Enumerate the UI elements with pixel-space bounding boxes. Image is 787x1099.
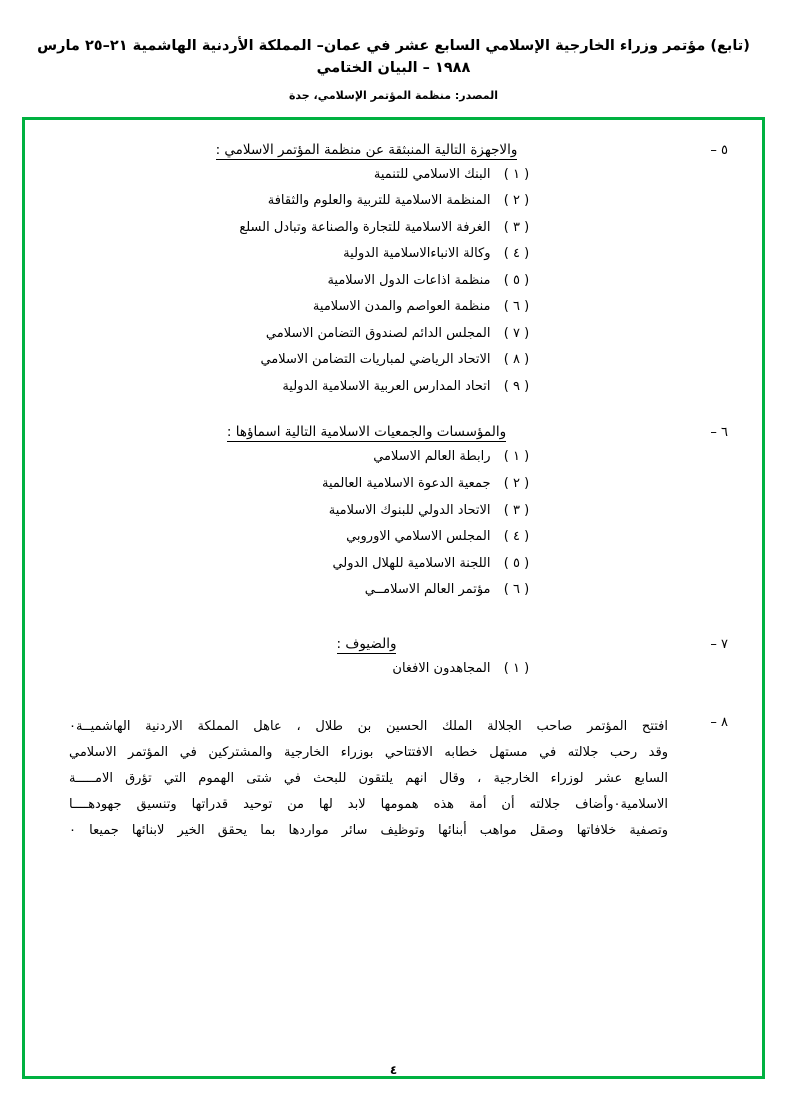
list-item-index: ( ٢ ) xyxy=(503,475,530,491)
list-item-label: رابطة العالم الاسلامي xyxy=(373,449,491,465)
list-item-label: الاتحاد الدولي للبنوك الاسلامية xyxy=(328,502,491,518)
paragraph-line: الاسلامية٠وأضاف جلالته أن أمة هذه همومها لابد لها من توحيد قدراتها وتنسيق جهودهــــا xyxy=(69,797,668,813)
section-6-list xyxy=(65,448,668,598)
closing-paragraph xyxy=(65,714,668,844)
list-item-index: ( ١ ) xyxy=(503,449,530,465)
section-spacer xyxy=(65,410,728,424)
section-5-number: ٥ – xyxy=(710,142,728,158)
list-item-label: منظمة اذاعات الدول الاسلامية xyxy=(327,272,491,288)
paragraph-line: افتتح المؤتمر صاحب الجلالة الملك الحسين بن طلال ، عاهل المملكة الاردنية الهاشميــة٠ xyxy=(69,719,668,735)
section-8-number: ٨ – xyxy=(710,715,728,731)
list-item xyxy=(65,502,668,520)
list-item xyxy=(65,192,668,210)
list-item-label: المجلس الاسلامي الاوروبي xyxy=(346,529,491,545)
list-item-index: ( ٣ ) xyxy=(503,502,530,518)
list-item xyxy=(65,272,668,290)
list-item-index: ( ٤ ) xyxy=(503,529,530,545)
paragraph-line: السابع عشر لوزراء الخارجية ، وقال انهم يلتقون للبحث في شتى الهموم التي تؤرق الامـــــة xyxy=(69,771,668,787)
list-item-index: ( ٦ ) xyxy=(503,299,530,315)
paragraph-line: وتصفية خلافاتها وصقل مواهب أبنائها وتوظيف سائر مواردها بما يحقق الخير لابنائها جميعا ٠ xyxy=(69,823,668,839)
list-item-label: مؤتمر العالم الاسلامــي xyxy=(364,582,491,598)
list-item-label: الاتحاد الرياضي لمباريات التضامن الاسلامي xyxy=(260,352,491,368)
page-number: ٤ xyxy=(389,1063,398,1077)
section-7 xyxy=(65,636,728,687)
list-item-index: ( ٤ ) xyxy=(503,246,530,262)
section-7-body xyxy=(65,636,668,687)
list-item xyxy=(65,448,668,466)
list-item xyxy=(65,555,668,573)
list-item xyxy=(65,581,668,599)
list-item xyxy=(65,166,668,184)
list-item xyxy=(65,378,668,396)
section-7-list xyxy=(65,660,668,678)
list-item-index: ( ١ ) xyxy=(503,660,530,676)
section-spacer xyxy=(65,614,728,636)
page-title: (تابع) مؤتمر وزراء الخارجية الإسلامي السابع عشر في عمان– المملكة الأردنية الهاشمية ٢١–٢٥ مارس ١٩٨٨ – البيان الختامي xyxy=(37,38,750,76)
section-6-heading-text: والمؤسسات والجمعيات الاسلامية التالية اسماؤها : xyxy=(226,424,507,441)
section-5-list xyxy=(65,166,668,396)
document-body xyxy=(25,120,762,861)
list-item-label: المجلس الدائم لصندوق التضامن الاسلامي xyxy=(265,325,491,341)
list-item xyxy=(65,475,668,493)
section-7-heading-text: والضيوف : xyxy=(336,635,397,652)
list-item-label: جمعية الدعوة الاسلامية العالمية xyxy=(322,475,491,491)
list-item xyxy=(65,325,668,343)
section-7-heading xyxy=(65,636,668,652)
list-item-label: المنظمة الاسلامية للتربية والعلوم والثقافة xyxy=(267,193,491,209)
list-item-label: اللجنة الاسلامية للهلال الدولي xyxy=(332,555,491,571)
section-6-number: ٦ – xyxy=(710,425,728,441)
list-item-label: اتحاد المدارس العربية الاسلامية الدولية xyxy=(282,378,491,394)
section-8 xyxy=(65,714,728,844)
section-5-body xyxy=(65,142,668,405)
section-5-heading xyxy=(65,142,668,158)
list-item xyxy=(65,219,668,237)
section-6-body xyxy=(65,424,668,607)
list-item-index: ( ٨ ) xyxy=(503,352,530,368)
section-6-heading xyxy=(65,424,668,440)
list-item xyxy=(65,660,668,678)
list-item-index: ( ٩ ) xyxy=(503,378,530,394)
section-5 xyxy=(65,142,728,405)
list-item-index: ( ٥ ) xyxy=(503,555,530,571)
source-line: المصدر: منظمة المؤتمر الإسلامي، جدة xyxy=(288,88,499,102)
list-item-label: البنك الاسلامي للتنمية xyxy=(373,166,491,182)
list-item-index: ( ٢ ) xyxy=(503,193,530,209)
list-item-index: ( ٧ ) xyxy=(503,325,530,341)
green-border-frame xyxy=(22,117,765,1079)
list-item-label: وكالة الانباءالاسلامية الدولية xyxy=(343,246,491,262)
list-item-label: المجاهدون الافغان xyxy=(392,660,491,676)
list-item xyxy=(65,528,668,546)
paragraph-line: وقد رحب جلالته في مستهل خطابه الافتتاحي بوزراء الخارجية والمشتركين في المؤتمر الاسلامي xyxy=(69,745,668,761)
list-item-index: ( ٣ ) xyxy=(503,219,530,235)
document-header xyxy=(0,0,787,102)
list-item-index: ( ١ ) xyxy=(503,166,530,182)
section-spacer xyxy=(65,692,728,714)
list-item-label: منظمة العواصم والمدن الاسلامية xyxy=(312,299,491,315)
section-5-heading-text: والاجهزة التالية المنبثقة عن منظمة المؤتمر الاسلامي : xyxy=(215,141,518,158)
list-item xyxy=(65,351,668,369)
section-6 xyxy=(65,424,728,607)
list-item-label: الغرفة الاسلامية للتجارة والصناعة وتبادل السلع xyxy=(239,219,491,235)
list-item-index: ( ٥ ) xyxy=(503,272,530,288)
section-8-body xyxy=(65,714,668,844)
list-item-index: ( ٦ ) xyxy=(503,582,530,598)
section-7-number: ٧ – xyxy=(710,636,728,652)
list-item xyxy=(65,245,668,263)
list-item xyxy=(65,298,668,316)
